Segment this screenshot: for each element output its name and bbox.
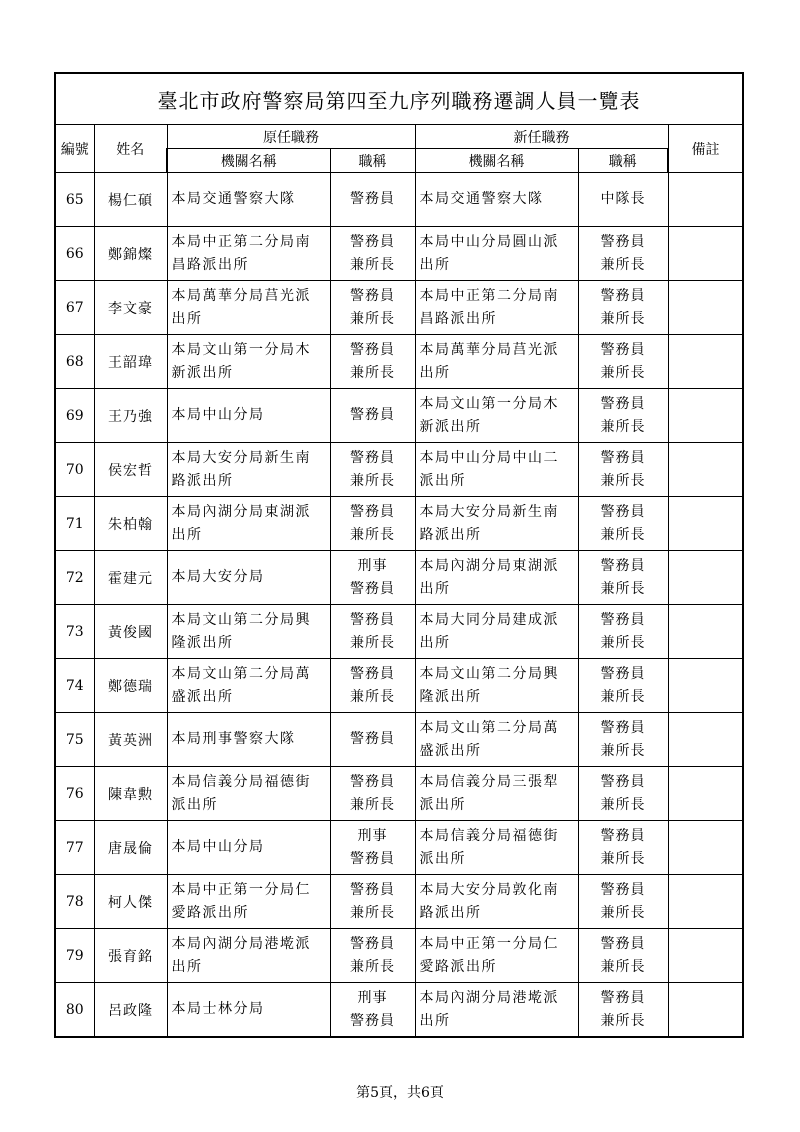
new-title-cell (578, 821, 668, 875)
new-title-cell-line: 中隊長 (600, 191, 646, 207)
new-title-cell-line: 警務員 (600, 719, 646, 736)
original-unit-cell-line: 盛派出所 (171, 688, 234, 705)
new-title-cell-line: 警務員 (600, 557, 646, 574)
original-title-cell (330, 821, 415, 875)
new-unit-cell-line: 本局文山第二分局萬 (419, 719, 559, 736)
original-unit-cell (167, 713, 330, 767)
original-unit-cell-line: 出所 (171, 958, 203, 975)
new-title-cell-line: 兼所長 (600, 472, 646, 489)
new-title-cell-line: 警務員 (600, 449, 646, 466)
new-title-cell (578, 875, 668, 929)
row-number: 71 (55, 497, 94, 551)
new-title-cell-line: 警務員 (600, 665, 646, 682)
original-title-cell-line: 警務員 (350, 341, 395, 358)
table-row (55, 281, 743, 335)
new-title-cell (578, 497, 668, 551)
row-number: 66 (55, 227, 94, 281)
new-title-cell (578, 443, 668, 497)
table-row (55, 767, 743, 821)
original-unit-cell-line: 新派出所 (171, 364, 234, 381)
new-unit-cell-line: 出所 (419, 1012, 451, 1029)
new-title-cell-line: 警務員 (600, 341, 646, 358)
original-title-cell-line: 警務員 (350, 407, 395, 423)
original-unit-cell-line: 本局中山分局 (171, 407, 265, 423)
new-unit-cell-line: 本局中山分局中山二 (419, 449, 559, 466)
new-title-cell (578, 281, 668, 335)
new-unit-cell-line: 出所 (419, 580, 451, 597)
header-original-unit: 機關名稱 (167, 149, 330, 173)
original-unit-cell-line: 本局中正第二分局南 (171, 233, 311, 250)
original-title-cell-line: 兼所長 (350, 634, 395, 651)
original-unit-cell (167, 929, 330, 983)
original-title-cell (330, 983, 415, 1038)
original-title-cell-line: 警務員 (350, 773, 395, 790)
original-unit-cell-line: 本局文山第二分局興 (171, 611, 311, 628)
original-unit-cell (167, 335, 330, 389)
new-unit-cell (415, 443, 578, 497)
new-unit-cell (415, 281, 578, 335)
header-number: 編號 (55, 125, 94, 173)
new-unit-cell-line: 本局信義分局三張犁 (419, 773, 559, 790)
original-unit-cell-line: 本局文山第二分局萬 (171, 665, 311, 682)
new-unit-cell-line: 愛路派出所 (419, 958, 497, 975)
table-row (55, 389, 743, 443)
table-row (55, 929, 743, 983)
new-title-cell (578, 227, 668, 281)
new-unit-cell (415, 389, 578, 443)
original-unit-cell-line: 愛路派出所 (171, 904, 249, 921)
new-title-cell-line: 警務員 (600, 827, 646, 844)
original-title-cell (330, 929, 415, 983)
row-name: 王乃強 (94, 389, 167, 443)
new-title-cell (578, 767, 668, 821)
table-row (55, 875, 743, 929)
original-unit-cell (167, 173, 330, 227)
new-title-cell (578, 659, 668, 713)
original-title-cell-line: 警務員 (350, 233, 395, 250)
row-number: 70 (55, 443, 94, 497)
new-title-cell-line: 兼所長 (600, 256, 646, 273)
original-unit-cell-line: 隆派出所 (171, 634, 234, 651)
row-name: 朱柏翰 (94, 497, 167, 551)
new-unit-cell (415, 227, 578, 281)
table-row (55, 605, 743, 659)
row-name: 鄭德瑞 (94, 659, 167, 713)
original-unit-cell-line: 本局文山第一分局木 (171, 341, 311, 358)
header-name: 姓名 (94, 125, 167, 173)
row-remarks (668, 281, 743, 335)
new-unit-cell-line: 本局內湖分局東湖派 (419, 557, 559, 574)
new-unit-cell (415, 929, 578, 983)
table-row (55, 821, 743, 875)
row-remarks (668, 335, 743, 389)
row-number: 78 (55, 875, 94, 929)
row-number: 80 (55, 983, 94, 1038)
original-title-cell (330, 551, 415, 605)
original-title-cell-line: 警務員 (350, 850, 395, 867)
row-name: 唐晟倫 (94, 821, 167, 875)
row-name: 呂政隆 (94, 983, 167, 1038)
row-number: 68 (55, 335, 94, 389)
original-unit-cell-line: 昌路派出所 (171, 256, 249, 273)
original-unit-cell-line: 本局信義分局福德街 (171, 773, 311, 790)
original-unit-cell-line: 本局刑事警察大隊 (171, 731, 296, 747)
table-row (55, 173, 743, 227)
new-unit-cell (415, 875, 578, 929)
row-remarks (668, 983, 743, 1038)
original-title-cell-line: 警務員 (350, 665, 395, 682)
original-title-cell-line: 兼所長 (350, 958, 395, 975)
original-unit-cell-line: 本局內湖分局港墘派 (171, 935, 311, 952)
new-unit-cell-line: 出所 (419, 256, 451, 273)
original-title-cell-line: 警務員 (350, 503, 395, 520)
new-unit-cell (415, 659, 578, 713)
row-number: 65 (55, 173, 94, 227)
new-title-cell-line: 兼所長 (600, 418, 646, 435)
original-title-cell-line: 警務員 (350, 1012, 395, 1029)
original-title-cell-line: 刑事 (357, 989, 388, 1006)
original-title-cell-line: 兼所長 (350, 256, 395, 273)
row-name: 張育銘 (94, 929, 167, 983)
table-row (55, 713, 743, 767)
new-unit-cell (415, 767, 578, 821)
original-title-cell (330, 443, 415, 497)
new-unit-cell-line: 派出所 (419, 796, 466, 813)
original-title-cell-line: 刑事 (357, 557, 388, 574)
original-unit-cell (167, 659, 330, 713)
new-title-cell-line: 警務員 (600, 287, 646, 304)
row-remarks (668, 497, 743, 551)
original-title-cell (330, 659, 415, 713)
original-title-cell-line: 兼所長 (350, 796, 395, 813)
new-title-cell-line: 兼所長 (600, 742, 646, 759)
header-original-title: 職稱 (330, 149, 415, 173)
original-unit-cell-line: 派出所 (171, 796, 218, 813)
new-title-cell-line: 兼所長 (600, 526, 646, 543)
row-remarks (668, 767, 743, 821)
original-unit-cell (167, 281, 330, 335)
new-unit-cell-line: 本局中正第一分局仁 (419, 935, 559, 952)
original-unit-cell-line: 出所 (171, 310, 203, 327)
original-unit-cell (167, 983, 330, 1038)
original-unit-cell (167, 551, 330, 605)
new-unit-cell-line: 出所 (419, 364, 451, 381)
header-new-position: 新任職務 (415, 125, 668, 149)
new-unit-cell (415, 821, 578, 875)
original-unit-cell-line: 本局中山分局 (171, 839, 265, 855)
row-name: 侯宏哲 (94, 443, 167, 497)
original-unit-cell (167, 497, 330, 551)
original-unit-cell (167, 227, 330, 281)
new-unit-cell (415, 173, 578, 227)
row-number: 67 (55, 281, 94, 335)
original-title-cell-line: 警務員 (350, 191, 395, 207)
original-title-cell-line: 刑事 (357, 827, 388, 844)
new-unit-cell-line: 本局信義分局福德街 (419, 827, 559, 844)
new-unit-cell-line: 本局大安分局敦化南 (419, 881, 559, 898)
row-remarks (668, 605, 743, 659)
new-unit-cell (415, 335, 578, 389)
original-title-cell-line: 警務員 (350, 580, 395, 597)
original-title-cell (330, 173, 415, 227)
new-title-cell-line: 兼所長 (600, 580, 646, 597)
original-title-cell (330, 389, 415, 443)
new-title-cell-line: 兼所長 (600, 310, 646, 327)
new-unit-cell-line: 派出所 (419, 472, 466, 489)
new-title-cell-line: 警務員 (600, 395, 646, 412)
header-remarks: 備註 (668, 125, 743, 173)
new-title-cell-line: 兼所長 (600, 796, 646, 813)
original-unit-cell (167, 605, 330, 659)
original-title-cell (330, 497, 415, 551)
new-title-cell-line: 兼所長 (600, 904, 646, 921)
original-unit-cell-line: 本局士林分局 (171, 1001, 265, 1017)
new-unit-cell-line: 本局文山第一分局木 (419, 395, 559, 412)
new-title-cell-line: 兼所長 (600, 634, 646, 651)
new-unit-cell-line: 本局中正第二分局南 (419, 287, 559, 304)
new-unit-cell-line: 派出所 (419, 850, 466, 867)
new-title-cell-line: 兼所長 (600, 1012, 646, 1029)
original-unit-cell-line: 本局內湖分局東湖派 (171, 503, 311, 520)
row-remarks (668, 875, 743, 929)
original-title-cell (330, 281, 415, 335)
table-row (55, 335, 743, 389)
row-name: 陳韋勲 (94, 767, 167, 821)
new-unit-cell-line: 本局內湖分局港墘派 (419, 989, 559, 1006)
new-title-cell (578, 713, 668, 767)
new-title-cell-line: 兼所長 (600, 364, 646, 381)
row-name: 鄭錦燦 (94, 227, 167, 281)
row-remarks (668, 551, 743, 605)
original-title-cell-line: 兼所長 (350, 904, 395, 921)
new-unit-cell (415, 713, 578, 767)
new-unit-cell (415, 605, 578, 659)
new-unit-cell-line: 昌路派出所 (419, 310, 497, 327)
new-title-cell-line: 兼所長 (600, 688, 646, 705)
new-title-cell (578, 929, 668, 983)
row-number: 76 (55, 767, 94, 821)
original-title-cell-line: 警務員 (350, 287, 395, 304)
original-unit-cell (167, 875, 330, 929)
new-title-cell (578, 551, 668, 605)
row-remarks (668, 929, 743, 983)
original-unit-cell-line: 本局中正第一分局仁 (171, 881, 311, 898)
table-body (55, 173, 743, 1038)
original-unit-cell-line: 出所 (171, 526, 203, 543)
row-number: 77 (55, 821, 94, 875)
original-title-cell-line: 警務員 (350, 731, 395, 747)
table-row (55, 983, 743, 1038)
row-remarks (668, 173, 743, 227)
new-unit-cell-line: 本局文山第二分局興 (419, 665, 559, 682)
original-title-cell-line: 兼所長 (350, 688, 395, 705)
original-title-cell-line: 警務員 (350, 449, 395, 466)
original-unit-cell (167, 821, 330, 875)
new-unit-cell-line: 本局大同分局建成派 (419, 611, 559, 628)
original-unit-cell (167, 389, 330, 443)
original-unit-cell (167, 767, 330, 821)
new-title-cell-line: 兼所長 (600, 958, 646, 975)
new-title-cell (578, 605, 668, 659)
new-unit-cell-line: 盛派出所 (419, 742, 482, 759)
table-row (55, 227, 743, 281)
new-title-cell (578, 335, 668, 389)
original-title-cell (330, 713, 415, 767)
new-unit-cell-line: 本局中山分局圓山派 (419, 233, 559, 250)
new-unit-cell-line: 本局大安分局新生南 (419, 503, 559, 520)
original-title-cell-line: 兼所長 (350, 310, 395, 327)
header-new-unit: 機關名稱 (415, 149, 578, 173)
table-row (55, 443, 743, 497)
original-unit-cell-line: 路派出所 (171, 472, 234, 489)
new-title-cell-line: 警務員 (600, 773, 646, 790)
table-row (55, 497, 743, 551)
new-unit-cell (415, 983, 578, 1038)
original-unit-cell-line: 本局大安分局新生南 (171, 449, 311, 466)
original-title-cell-line: 兼所長 (350, 526, 395, 543)
row-number: 72 (55, 551, 94, 605)
new-title-cell-line: 警務員 (600, 935, 646, 952)
original-unit-cell-line: 本局交通警察大隊 (171, 191, 296, 207)
original-title-cell-line: 兼所長 (350, 364, 395, 381)
original-title-cell (330, 605, 415, 659)
original-unit-cell-line: 本局大安分局 (171, 569, 265, 585)
row-name: 黃英洲 (94, 713, 167, 767)
new-title-cell-line: 警務員 (600, 611, 646, 628)
new-title-cell-line: 兼所長 (600, 850, 646, 867)
new-title-cell (578, 983, 668, 1038)
original-title-cell (330, 227, 415, 281)
new-unit-cell-line: 新派出所 (419, 418, 482, 435)
header-new-title: 職稱 (578, 149, 668, 173)
original-title-cell (330, 875, 415, 929)
row-number: 79 (55, 929, 94, 983)
row-name: 柯人傑 (94, 875, 167, 929)
original-title-cell (330, 767, 415, 821)
original-title-cell-line: 警務員 (350, 611, 395, 628)
row-remarks (668, 443, 743, 497)
new-title-cell (578, 389, 668, 443)
row-name: 王韶瑋 (94, 335, 167, 389)
new-unit-cell-line: 路派出所 (419, 904, 482, 921)
original-title-cell-line: 警務員 (350, 935, 395, 952)
row-remarks (668, 821, 743, 875)
row-name: 李文豪 (94, 281, 167, 335)
new-unit-cell-line: 路派出所 (419, 526, 482, 543)
row-remarks (668, 227, 743, 281)
original-unit-cell (167, 443, 330, 497)
new-unit-cell (415, 551, 578, 605)
personnel-transfer-table (54, 72, 744, 1038)
original-title-cell-line: 警務員 (350, 881, 395, 898)
row-number: 74 (55, 659, 94, 713)
page-footer: 第5頁，共6頁 (356, 1085, 444, 1101)
row-number: 73 (55, 605, 94, 659)
new-title-cell (578, 173, 668, 227)
table-title: 臺北市政府警察局第四至九序列職務遷調人員一覽表 (55, 73, 743, 125)
row-remarks (668, 713, 743, 767)
original-title-cell-line: 兼所長 (350, 472, 395, 489)
original-unit-cell-line: 本局萬華分局莒光派 (171, 287, 311, 304)
row-remarks (668, 389, 743, 443)
table-row (55, 551, 743, 605)
new-title-cell-line: 警務員 (600, 233, 646, 250)
new-unit-cell-line: 出所 (419, 634, 451, 651)
table-row (55, 659, 743, 713)
new-unit-cell-line: 本局萬華分局莒光派 (419, 341, 559, 358)
row-number: 69 (55, 389, 94, 443)
new-unit-cell (415, 497, 578, 551)
new-title-cell-line: 警務員 (600, 881, 646, 898)
new-title-cell-line: 警務員 (600, 989, 646, 1006)
row-number: 75 (55, 713, 94, 767)
new-unit-cell-line: 本局交通警察大隊 (419, 191, 544, 207)
row-name: 霍建元 (94, 551, 167, 605)
row-name: 黃俊國 (94, 605, 167, 659)
row-name: 楊仁碩 (94, 173, 167, 227)
new-unit-cell-line: 隆派出所 (419, 688, 482, 705)
original-title-cell (330, 335, 415, 389)
new-title-cell-line: 警務員 (600, 503, 646, 520)
header-original-position: 原任職務 (167, 125, 415, 149)
row-remarks (668, 659, 743, 713)
